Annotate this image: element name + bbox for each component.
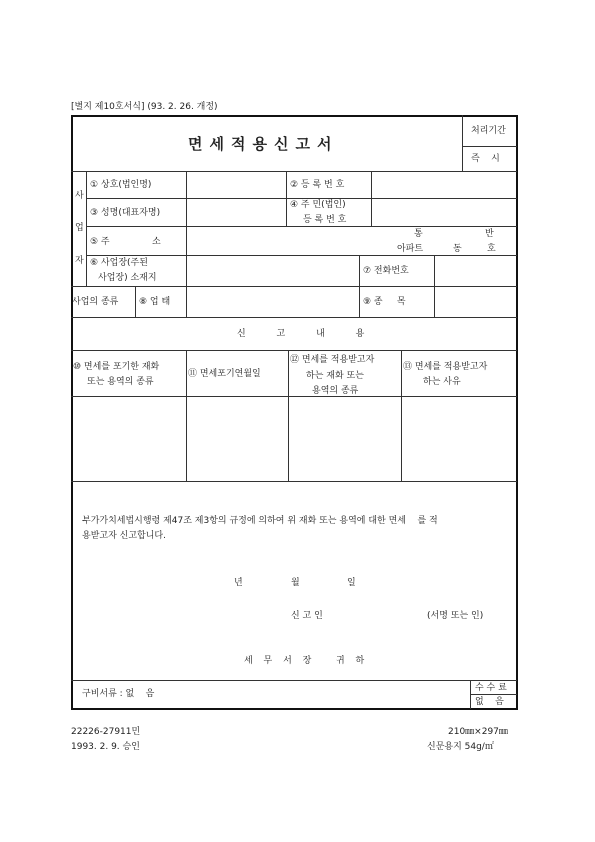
recipient-label: 세 무 서 장 귀 하 xyxy=(244,656,369,666)
col1-header-line2: 또는 용역의 종류 xyxy=(87,377,154,387)
col1-header-line1: ⑩ 면세를 포기한 재화 xyxy=(73,362,160,372)
approval-date: 1993. 2. 9. 승인 xyxy=(71,742,140,752)
required-docs: 구비서류 : 없 음 xyxy=(82,689,155,699)
site-label-2: 사업장) 소재지 xyxy=(98,273,157,283)
phone-label: ⑦ 전화번호 xyxy=(363,266,409,276)
col3-header-line2: 하는 재화 또는 xyxy=(306,371,364,381)
form-title: 면세적용신고서 xyxy=(188,135,339,153)
processing-period-value: 즉 시 xyxy=(471,154,500,164)
fee-value: 없 음 xyxy=(475,697,504,707)
col2-header: ⑪ 면세포기연월일 xyxy=(188,369,261,379)
col4-header-line2: 하는 사유 xyxy=(423,377,461,387)
address-field[interactable] xyxy=(188,228,516,254)
fee-label: 수 수 료 xyxy=(475,683,507,693)
col3-field[interactable] xyxy=(290,398,400,480)
col2-field[interactable] xyxy=(188,398,287,480)
section-label-char-2: 업 xyxy=(75,223,84,233)
paper-type: 신문용지 54g/㎡ xyxy=(427,742,494,752)
address-label-num: ⑤ 주 xyxy=(90,237,110,247)
report-heading: 신 고 내 용 xyxy=(237,329,379,339)
col4-field[interactable] xyxy=(403,398,515,480)
section-label-char-1: 사 xyxy=(75,191,84,201)
declaration-text-line1: 부가가치세법시행령 제47조 제3항의 규정에 의하여 위 재화 또는 용역에 대한 면세 를 적 xyxy=(82,516,438,526)
col1-field[interactable] xyxy=(73,398,185,480)
item-label: ⑨ 종 목 xyxy=(363,297,406,307)
site-label-1: ⑥ 사업장(주된 xyxy=(90,258,148,268)
name-field[interactable] xyxy=(188,200,285,225)
category-label: ⑧ 업 태 xyxy=(139,297,171,307)
col3-header-line3: 용역의 종류 xyxy=(312,386,359,396)
address-ban-label: 반 xyxy=(485,229,494,239)
signature-note: (서명 또는 인) xyxy=(427,611,484,621)
paper-size: 210㎜×297㎜ xyxy=(448,727,508,737)
reporter-signature-field[interactable] xyxy=(335,606,423,624)
trade-name-label: ① 상호(법인명) xyxy=(90,180,152,190)
date-year-label: 년 xyxy=(234,578,243,588)
address-apt-dong-label: 동 xyxy=(453,244,462,254)
form-code: 22226-27911민 xyxy=(71,727,141,737)
col4-header-line1: ⑬ 면세를 적용받고자 xyxy=(403,362,488,372)
declaration-text-line2: 용받고자 신고합니다. xyxy=(82,531,166,541)
address-apt-label: 아파트 xyxy=(397,244,424,254)
resident-no-label-2: 등 록 번 호 xyxy=(303,215,347,225)
address-ho-label: 호 xyxy=(487,244,496,254)
reg-no-field[interactable] xyxy=(373,173,515,197)
date-month-label: 월 xyxy=(291,578,300,588)
item-field[interactable] xyxy=(436,288,515,316)
category-field[interactable] xyxy=(188,288,358,316)
trade-name-field[interactable] xyxy=(188,173,285,197)
reporter-label: 신 고 인 xyxy=(291,611,323,621)
date-day-label: 일 xyxy=(347,578,356,588)
resident-no-field[interactable] xyxy=(373,200,515,225)
site-address-field[interactable] xyxy=(188,257,358,285)
processing-period-label: 처리기간 xyxy=(471,126,506,136)
address-dong-label: 통 xyxy=(414,229,423,239)
address-label-word: 소 xyxy=(152,237,161,247)
reg-no-label: ② 등 록 번 호 xyxy=(290,180,345,190)
col3-header-line1: ⑫ 면세를 적용받고자 xyxy=(290,355,375,365)
business-type-label: 사업의 종류 xyxy=(72,297,119,307)
phone-field[interactable] xyxy=(436,257,515,285)
form-header-note: [별지 제10호서식] (93. 2. 26. 개정) xyxy=(71,102,218,112)
section-label-char-3: 자 xyxy=(75,256,84,266)
name-label: ③ 성명(대표자명) xyxy=(90,208,161,218)
resident-no-label-1: ④ 주 민(법인) xyxy=(290,200,346,210)
